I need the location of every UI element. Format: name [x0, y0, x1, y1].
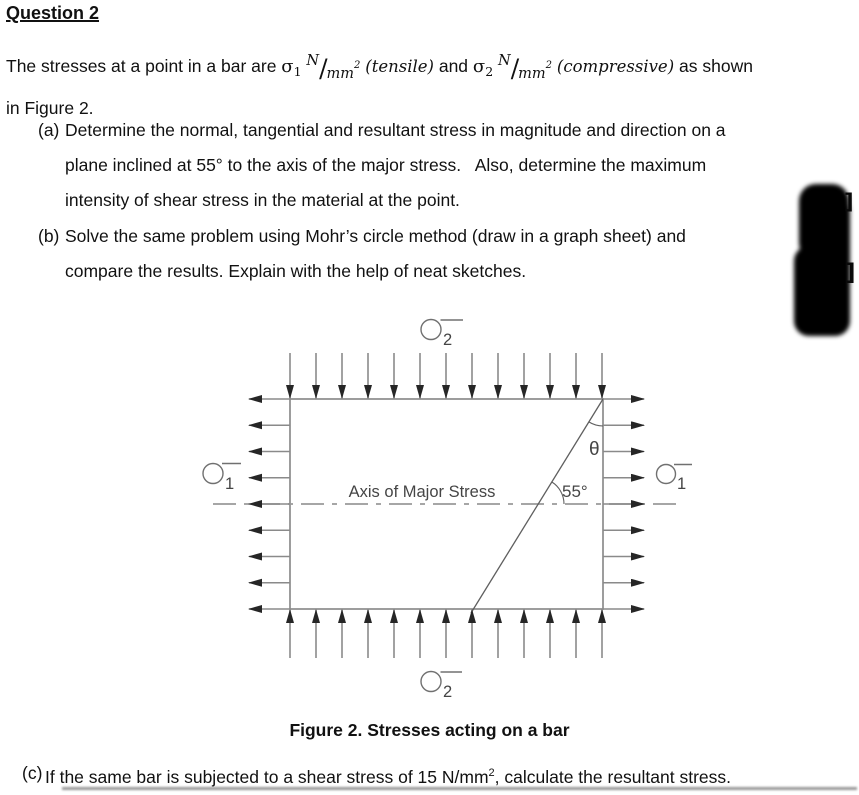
svg-text:1: 1: [225, 475, 235, 493]
part-a-line: plane inclined at 55° to the axis of the major stress. Also, determine the maximum: [65, 155, 707, 175]
sigma-1-symbol: $\sigma_1$: [281, 56, 302, 79]
sigma-glyph-circle: [421, 320, 441, 340]
marks-bracket: ]: [845, 260, 856, 286]
tensile-label: (tensile): [365, 57, 434, 76]
part-a-line: Determine the normal, tangential and resultant stress in magnitude and direction on a: [65, 120, 726, 140]
sigma-2-top-label: [421, 320, 463, 350]
angle-theta-arc: [589, 422, 603, 426]
figure-caption: Figure 2. Stresses acting on a bar: [289, 720, 570, 740]
sigma-2-symbol: $\sigma_2$: [472, 56, 494, 79]
intro-line-1: The stresses at a point in a bar are $\sigma_1$ $^N/_{mm}^2$ (tensile) and $\sigma_2$ $^N/_{mm}^2$ (compressive) as shown: [6, 53, 753, 83]
axis-label: Axis of Major Stress: [348, 483, 496, 501]
intro-line-2: in Figure 2.: [6, 98, 94, 118]
sigma-1-right-label: [657, 465, 693, 494]
compressive-label: (compressive): [556, 57, 675, 76]
intro-text: The stresses at a point in a bar are: [6, 56, 282, 76]
svg-text:2: 2: [443, 683, 453, 701]
sigma-glyph-circle: [421, 672, 441, 692]
inclined-plane-line: [471, 399, 603, 613]
question-heading: Question 2: [6, 3, 100, 23]
sigma-1-left-label: [203, 464, 241, 494]
angle-55-label: 55°: [562, 482, 588, 501]
unit-n-per-mm2: $^N/_{mm}^2$: [498, 53, 553, 83]
part-a-label: (a): [38, 120, 60, 140]
redaction-mark: [794, 184, 850, 336]
part-c-label: (c): [22, 763, 43, 783]
sigma-2-bottom-label: [421, 672, 462, 702]
unit-n-per-mm2: $^N/_{mm}^2$: [306, 53, 361, 83]
svg-text:2: 2: [443, 331, 453, 349]
svg-text:1: 1: [677, 475, 687, 493]
part-b-line: compare the results. Explain with the help of neat sketches.: [65, 261, 527, 281]
sigma-glyph-circle: [657, 465, 676, 484]
theta-label: θ: [589, 439, 600, 460]
part-c-line: If the same bar is subjected to a shear stress of 15 $N/mm^2$, calculate the resultant stress.: [45, 766, 732, 787]
part-a-line: intensity of shear stress in the material at the point.: [65, 190, 460, 210]
sigma-glyph-circle: [203, 464, 223, 484]
part-b-label: (b): [38, 226, 60, 246]
marks-bracket: ]: [844, 190, 854, 214]
part-b-line: Solve the same problem using Mohr’s circle method (draw in a graph sheet) and: [65, 226, 686, 246]
